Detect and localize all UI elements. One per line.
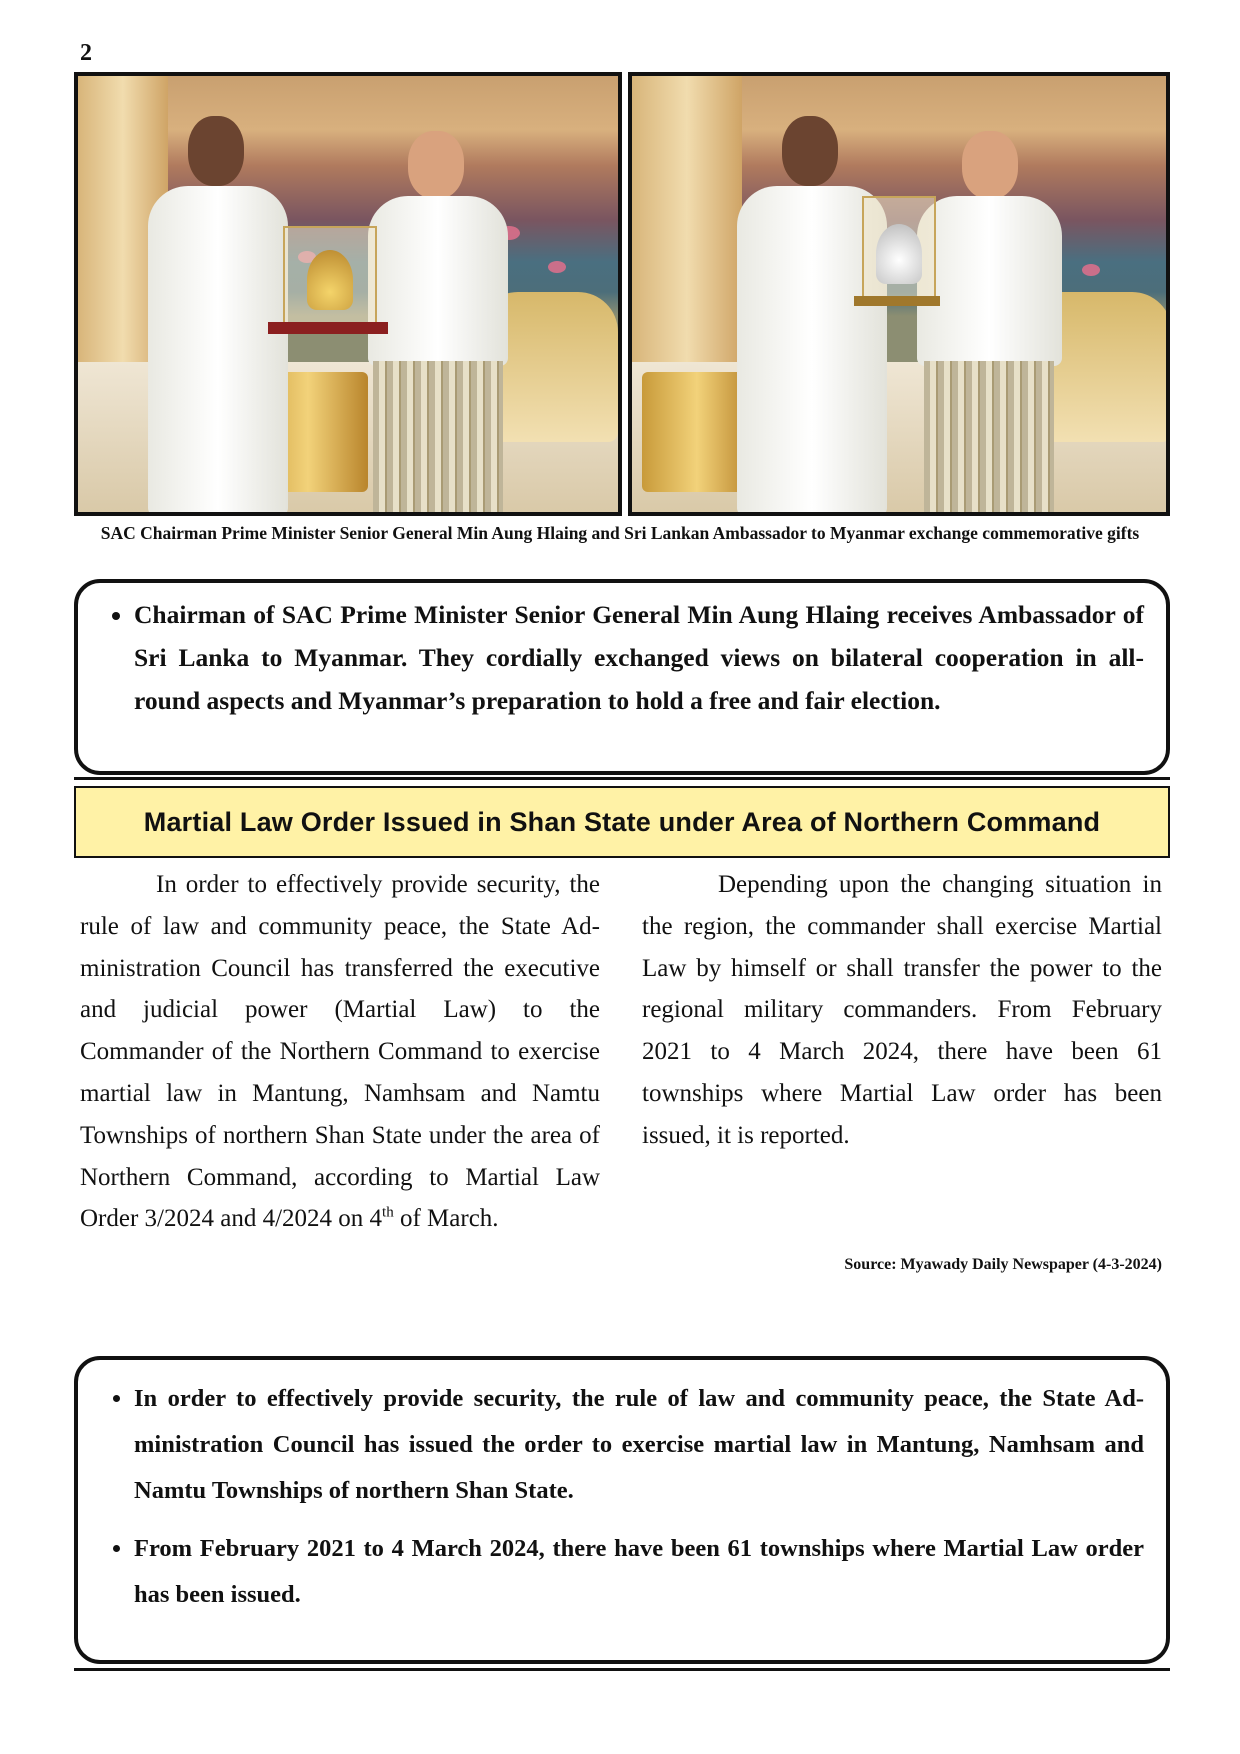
summary-bullet: • In order to effectively provide security, the rule of law and community peace, the State Ad-ministration Council has issued the order to exercise martial law in Mantung, Namhsam and Namtu Townships of northern Shan State.: [134, 1376, 1144, 1514]
page-number: 2: [80, 40, 92, 66]
article-left-text-end: of March.: [393, 1205, 499, 1233]
article-headline-box: [74, 786, 1170, 858]
ordinal-suffix: th: [382, 1205, 394, 1222]
article-column-right: [642, 864, 1162, 1157]
divider-rule-top: [74, 777, 1170, 780]
article-headline: Martial Law Order Issued in Shan State under Area of Northern Command: [143, 806, 1101, 837]
photo-left: [74, 72, 622, 516]
article-paragraph-right: Depending upon the changing situation in the region, the commander shall exercise Martial Law by himself or shall transfer the power to the regional military commanders. From February 2021 to 4 March 2024, there have been 61 townships where Martial Law order has been issued, it is reported.: [642, 871, 1162, 1149]
article-left-text: In order to effectively provide security, the rule of law and community peace, the State Ad-ministration Council has transferred the executive and judicial power (Martial Law) to the Commander of the Northern Command to exercise martial law in Mantung, Namhsam and Namtu Townships of northern Shan State under the area of Northern Command, according to Martial Law Order 3/2024 and 4/2024 on 4: [80, 871, 600, 1233]
photo-caption: SAC Chairman Prime Minister Senior General Min Aung Hlaing and Sri Lankan Ambassador to Myanmar exchange commemorative gifts: [100, 523, 1140, 543]
summary-box-top: [74, 579, 1170, 775]
article-paragraph-left: [80, 864, 600, 1240]
article-source: Source: Myawady Daily Newspaper (4-3-2024): [844, 1256, 1162, 1273]
summary-list-top: [78, 583, 1166, 722]
summary-bullet: • From February 2021 to 4 March 2024, there have been 61 townships where Martial Law order has been issued.: [134, 1526, 1144, 1618]
photo-left-scene: [78, 76, 618, 512]
summary-bullet: • Chairman of SAC Prime Minister Senior General Min Aung Hlaing receives Ambassador of Sri Lanka to Myanmar. They cordially exchanged views on bilateral cooperation in all-round aspects and Myanmar’s preparation to hold a free and fair election.: [134, 593, 1144, 722]
article-column-left: [80, 864, 600, 1240]
summary-box-bottom: [74, 1356, 1170, 1664]
photo-right: [628, 72, 1170, 516]
divider-rule-bottom: [74, 1668, 1170, 1671]
summary-list-bottom: [78, 1360, 1166, 1618]
photo-right-scene: [632, 76, 1166, 512]
